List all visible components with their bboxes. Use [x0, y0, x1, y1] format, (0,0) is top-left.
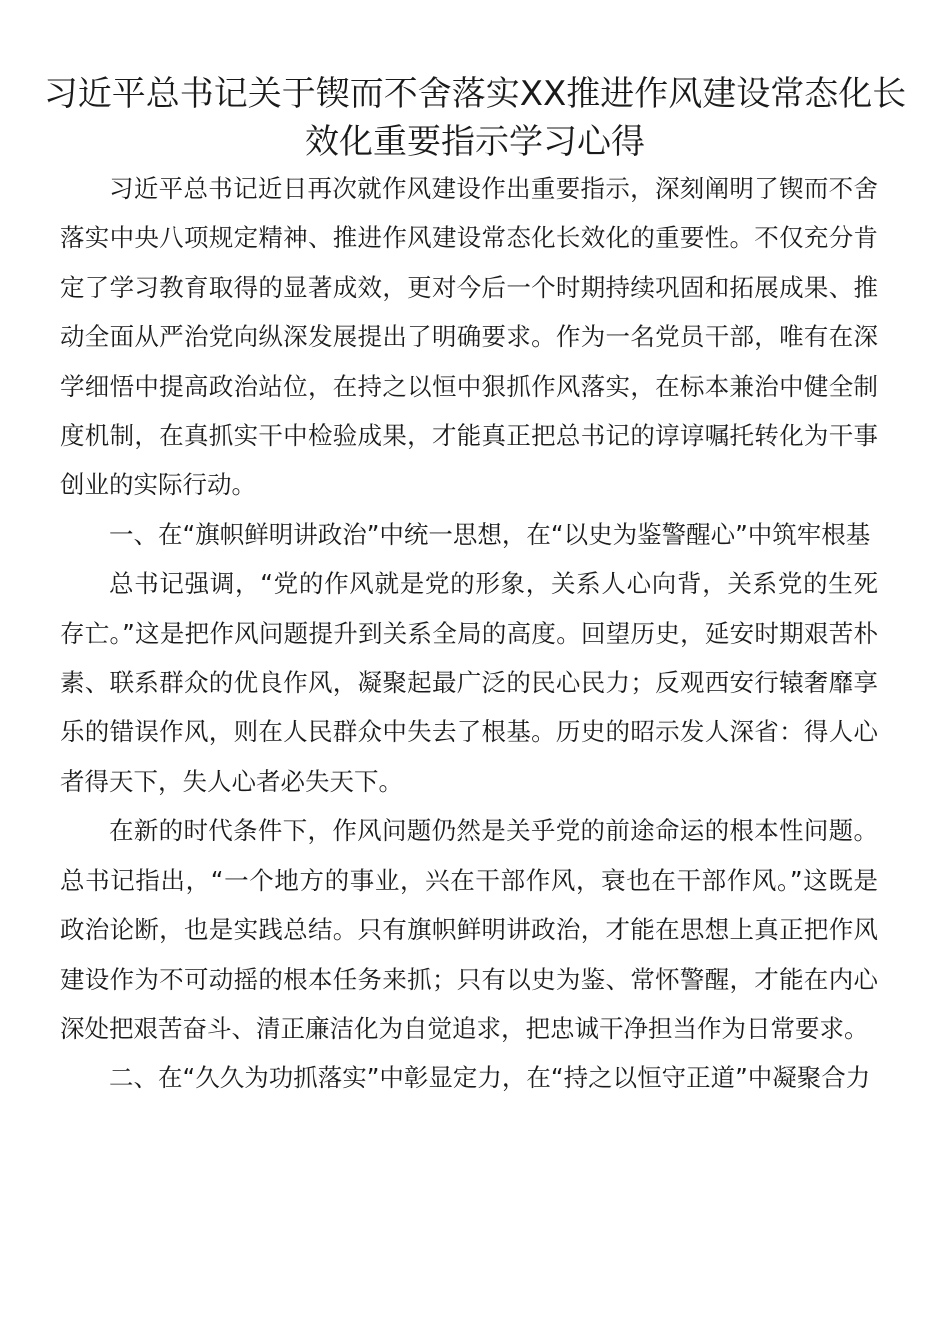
section-heading-2: 二、在“久久为功抓落实”中彰显定力，在“持之以恒守正道”中凝聚合力 — [109, 1063, 871, 1093]
document-body — [60, 164, 878, 1103]
intro-paragraph: 习近平总书记近日再次就作风建设作出重要指示，深刻阐明了锲而不舍落实中央八项规定精神、推进作风建设常态化长效化的重要性。不仅充分肯定了学习教育取得的显著成效，更对今后一个时期持续巩固和拓展成果、推动全面从严治党向纵深发展提出了明确要求。作为一名党员干部，唯有在深学细悟中提高政治站位，在持之以恒中狠抓作风落实，在标本兼治中健全制度机制，在真抓实干中检验成果，才能真正把总书记的谆谆嘱托转化为干事创业的实际行动。 — [60, 174, 878, 500]
section-heading-1: 一、在“旗帜鲜明讲政治”中统一思想，在“以史为鉴警醒心”中筑牢根基 — [109, 519, 871, 549]
body-paragraph: 在新的时代条件下，作风问题仍然是关乎党的前途命运的根本性问题。总书记指出，“一个地方的事业，兴在干部作风，衰也在干部作风。”这既是政治论断，也是实践总结。只有旗帜鲜明讲政治，才能在思想上真正把作风建设作为不可动摇的根本任务来抓；只有以史为鉴、常怀警醒，才能在内心深处把艰苦奋斗、清正廉洁化为自觉追求，把忠诚干净担当作为日常要求。 — [60, 816, 878, 1043]
document-title: 习近平总书记关于锲而不舍落实XX推进作风建设常态化长效化重要指示学习心得 — [43, 74, 907, 162]
body-paragraph: 总书记强调，“党的作风就是党的形象，关系人心向背，关系党的生死存亡。”这是把作风问题提升到关系全局的高度。回望历史，延安时期艰苦朴素、联系群众的优良作风，凝聚起最广泛的民心民力；反观西安行辕奢靡享乐的错误作风，则在人民群众中失去了根基。历史的昭示发人深省：得人心者得天下，失人心者必失天下。 — [60, 569, 878, 796]
